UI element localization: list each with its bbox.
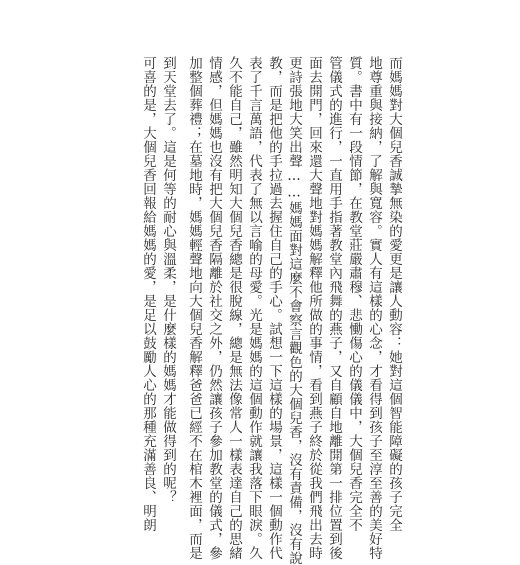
text-column-7: 教，而是把他的手拉過去握住自己的手心。試想一下這樣的場景，這樣一個動作代 [266, 56, 282, 560]
text-column-12: 到天堂去了。這是何等的耐心與溫柔，是什麼樣的媽媽才能做得到的呢？ [160, 56, 176, 504]
text-column-5: 面去開門，回來還大聲地對媽媽解釋他所做的事情，看到燕子終於從我們飛出去時 [306, 56, 322, 560]
text-column-1: 而媽媽對大個兒香誠摯無染的愛更是讓人動容：她對這個智能障礙的孩子完全 [386, 56, 402, 532]
text-column-2: 地尊重與接納，了解與寬容。實人有這樣的心念，才看得到孩子至淳至善的美好特 [366, 56, 382, 560]
text-column-10: 情感，但媽媽也沒有把大個兒香隔離於社交之外，仍然讓孩子參加教堂的儀式，參 [206, 56, 222, 560]
text-column-4: 管儀式的進行，一直用手指著教堂內飛舞的燕子，又自顧自地離開第一排位置到後 [326, 56, 342, 560]
text-column-11: 加整個葬禮；在墓地時，媽媽輕聲地向大個兒香解釋爸爸已經不在棺木裡面，而是 [186, 56, 202, 560]
text-column-9: 久不能自己，雖然明知大個兒香總是很脫線，總是無法像常人一樣表達自己的思緒 [226, 56, 242, 560]
text-column-6: 更詩張地大笑出聲……媽媽面對這麼不會察言觀色的大個兒香，沒有責備，沒有說 [286, 56, 302, 565]
text-column-3: 質。書中有一段情節，在教堂莊嚴肅穆、悲慟傷心的儀儀中，大個兒香完全不 [346, 56, 362, 532]
text-column-13: 可喜的是，大個兒香回報給媽媽的愛，是足以鼓勵人心的那種充滿善良、明朗 [140, 56, 156, 532]
text-column-8: 表了千言萬語，代表了無以言喻的母愛。光是媽媽的這個動作就讓我落下眼淚。久 [246, 56, 262, 560]
